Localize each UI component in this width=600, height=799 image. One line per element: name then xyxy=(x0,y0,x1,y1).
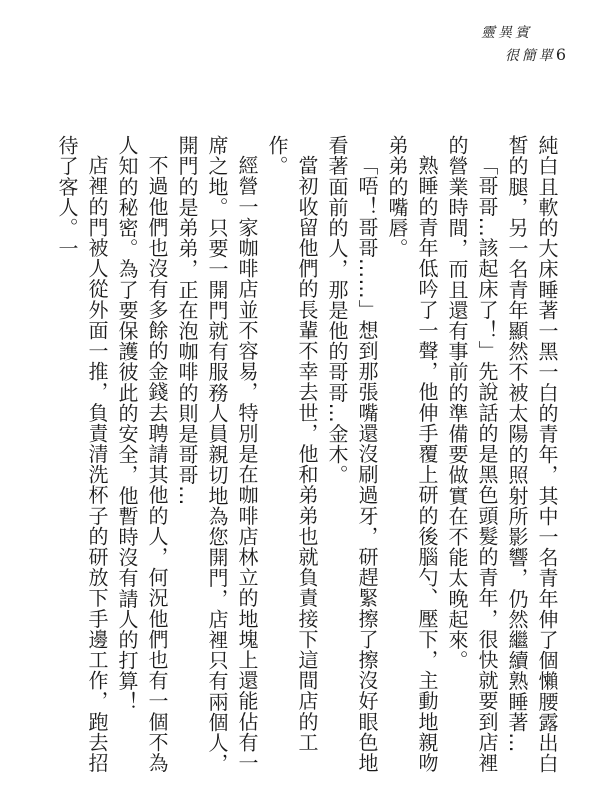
paragraph-3: 熟睡的青年低吟了一聲，他伸手覆上研的後腦勺、壓下，主動地親吻弟弟的嘴唇。 xyxy=(385,135,439,773)
running-header xyxy=(481,22,566,67)
chapter-subtitle: 很簡單 xyxy=(504,48,556,64)
paragraph-1: 純白且軟的大床睡著一黑一白的青年，其中一名青年伸了個懶腰露出白皙的腿，另一名青年顯然不被太陽的照射所影響，仍然繼續熟睡著… xyxy=(505,135,559,774)
page-number: 6 xyxy=(555,45,566,64)
vertical-body-text xyxy=(55,135,562,785)
paragraph-6: 經營一家咖啡店並不容易，特別是在咖啡店林立的地塊上還能佔有一席之地。只要一開門就有服務人員親切地為您開門，店裡只有兩個人，開門的是弟弟，正在泡咖啡的則是哥哥… xyxy=(175,135,259,774)
paragraph-7: 不過他們也沒有多餘的金錢去聘請其他的人，何況他們也有一個不為人知的秘密。為了要保護彼此的安全，他暫時沒有請人的打算！ xyxy=(115,135,169,773)
series-title: 靈異賓 xyxy=(481,25,532,41)
paragraph-4: 「唔！哥哥……」想到那張嘴還沒刷過牙，研趕緊擦了擦沒好眼色地看著面前的人，那是他的哥哥…金木。 xyxy=(325,135,379,773)
paragraph-5: 當初收留他們的長輩不幸去世，他和弟弟也就負責接下這間店的工作。 xyxy=(265,135,319,753)
paragraph-2: 「哥哥…該起床了！」先說話的是黑色頭髮的青年，很快就要到店裡的營業時間，而且還有事前的準備要做實在不能太晚起來。 xyxy=(445,135,499,773)
chapter-subtitle-line xyxy=(481,44,566,67)
paragraph-8: 店裡的門被人從外面一推，負責清洗杯子的研放下手邊工作，跑去招待了客人。一 xyxy=(55,135,109,773)
